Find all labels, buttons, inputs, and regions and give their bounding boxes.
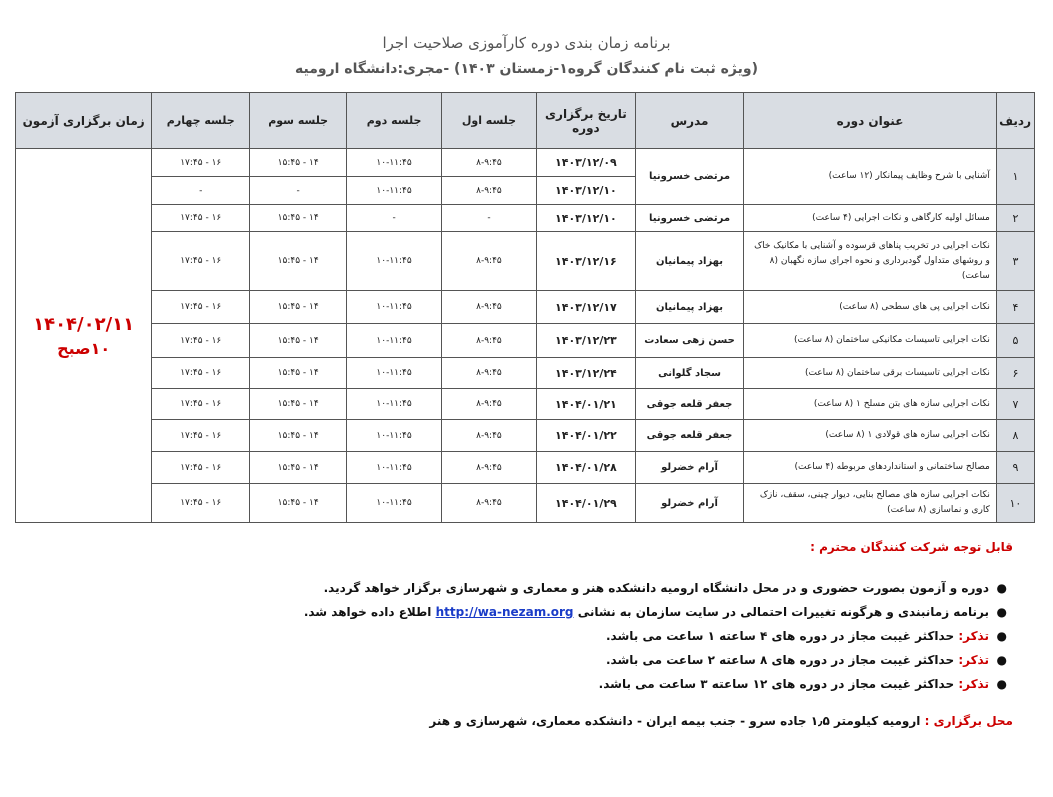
- exam-time: ۱۰صبح: [57, 338, 111, 358]
- session-3-time: -: [250, 177, 347, 205]
- table-row: [16, 324, 1035, 358]
- course-date: ۱۴۰۴/۰۱/۲۲: [536, 420, 635, 452]
- session-4-time: ۱۶ - ۱۷:۴۵: [152, 291, 250, 324]
- header-teacher: مدرس: [635, 93, 743, 149]
- course-title: مسائل اولیه کارگاهی و نکات اجرایی (۴ ساعت): [744, 205, 997, 232]
- table-row: [16, 232, 1035, 291]
- header-session-1: جلسه اول: [442, 93, 537, 149]
- session-1-time: ۸-۹:۴۵: [442, 389, 537, 420]
- session-1-time: ۸-۹:۴۵: [442, 484, 537, 523]
- list-item: [23, 624, 1007, 648]
- session-4-time: ۱۶ - ۱۷:۴۵: [152, 324, 250, 358]
- course-title: نکات اجرایی تاسیسات مکانیکی ساختمان (۸ ساعت): [744, 324, 997, 358]
- session-4-time: ۱۶ - ۱۷:۴۵: [152, 149, 250, 177]
- course-date: ۱۴۰۳/۱۲/۱۰: [536, 205, 635, 232]
- row-number: ۹: [996, 452, 1034, 484]
- course-date: ۱۴۰۳/۱۲/۱۶: [536, 232, 635, 291]
- course-date: ۱۴۰۴/۰۱/۲۸: [536, 452, 635, 484]
- course-title: نکات اجرایی سازه های مصالح بنایی، دیوار چینی، سقف، نازک کاری و نماسازی (۸ ساعت): [744, 484, 997, 523]
- session-1-time: ۸-۹:۴۵: [442, 177, 537, 205]
- venue-label: محل برگزاری :: [924, 714, 1013, 728]
- note-text: برنامه زمانبندی و هرگونه تغییرات احتمالی در سایت سازمان به نشانی: [577, 605, 989, 619]
- session-2-time: ۱۰-۱۱:۴۵: [347, 232, 442, 291]
- course-title: نکات اجرایی تاسیسات برقی ساختمان (۸ ساعت): [744, 358, 997, 389]
- session-4-time: ۱۶ - ۱۷:۴۵: [152, 420, 250, 452]
- page-title: برنامه زمان بندی دوره کارآموزی صلاحیت اجرا: [382, 34, 671, 52]
- row-number: ۴: [996, 291, 1034, 324]
- session-1-time: -: [442, 205, 537, 232]
- note-text: حداکثر غیبت مجاز در دوره های ۱۲ ساعته ۳ ساعت می باشد.: [598, 677, 955, 691]
- header-session-3: جلسه سوم: [250, 93, 347, 149]
- course-title: نکات اجرایی سازه های بتن مسلح ۱ (۸ ساعت): [744, 389, 997, 420]
- page-subtitle: (ویژه ثبت نام کنندگان گروه۱-زمستان ۱۴۰۳) -مجری:دانشگاه ارومیه: [295, 61, 758, 77]
- header-exam-time: زمان برگزاری آزمون: [16, 93, 152, 149]
- table-row: [16, 149, 1035, 177]
- course-date: ۱۴۰۳/۱۲/۱۰: [536, 177, 635, 205]
- course-title: نکات اجرایی پی های سطحی (۸ ساعت): [744, 291, 997, 324]
- venue-line: [23, 714, 1013, 728]
- teacher-name: آرام خضرلو: [635, 452, 743, 484]
- session-3-time: ۱۴ - ۱۵:۴۵: [250, 389, 347, 420]
- table-row: [16, 452, 1035, 484]
- bullet-icon: ●: [996, 677, 1007, 691]
- session-4-time: ۱۶ - ۱۷:۴۵: [152, 452, 250, 484]
- table-row: [16, 205, 1035, 232]
- bullet-icon: ●: [996, 629, 1007, 643]
- course-title: آشنایی با شرح وظایف پیمانکار (۱۲ ساعت): [744, 149, 997, 205]
- row-number: ۸: [996, 420, 1034, 452]
- website-link[interactable]: http://wa-nezam.org: [435, 605, 574, 619]
- teacher-name: جعفر قلعه جوقی: [635, 389, 743, 420]
- session-1-time: ۸-۹:۴۵: [442, 358, 537, 389]
- header-session-2: جلسه دوم: [347, 93, 442, 149]
- session-1-time: ۸-۹:۴۵: [442, 232, 537, 291]
- teacher-name: بهزاد پیمانیان: [635, 291, 743, 324]
- session-2-time: ۱۰-۱۱:۴۵: [347, 149, 442, 177]
- session-2-time: ۱۰-۱۱:۴۵: [347, 484, 442, 523]
- session-4-time: ۱۶ - ۱۷:۴۵: [152, 358, 250, 389]
- list-item: [23, 648, 1007, 672]
- header-date: تاریخ برگزاری دوره: [536, 93, 635, 149]
- session-2-time: ۱۰-۱۱:۴۵: [347, 389, 442, 420]
- reminder-label: تذکر:: [958, 653, 989, 667]
- notes-section: [23, 540, 1013, 728]
- bullet-icon: ●: [996, 605, 1007, 619]
- teacher-name: سجاد گلوانی: [635, 358, 743, 389]
- table-row: [16, 484, 1035, 523]
- session-4-time: -: [152, 177, 250, 205]
- row-number: ۶: [996, 358, 1034, 389]
- reminder-label: تذکر:: [958, 677, 989, 691]
- notes-list: [23, 576, 1013, 696]
- session-2-time: ۱۰-۱۱:۴۵: [347, 291, 442, 324]
- session-4-time: ۱۶ - ۱۷:۴۵: [152, 232, 250, 291]
- table-row: [16, 291, 1035, 324]
- course-title: نکات اجرایی در تخریب پناهای قرسوده و آشنایی با مکانیک خاک و روشهای متداول گودبرداری و نحوه اجرای سازه نگهبان (۸ ساعت): [744, 232, 997, 291]
- session-1-time: ۸-۹:۴۵: [442, 291, 537, 324]
- session-3-time: ۱۴ - ۱۵:۴۵: [250, 452, 347, 484]
- session-2-time: ۱۰-۱۱:۴۵: [347, 324, 442, 358]
- teacher-name: مرتضی خسرونیا: [635, 205, 743, 232]
- list-item: [23, 672, 1007, 696]
- session-2-time: ۱۰-۱۱:۴۵: [347, 452, 442, 484]
- session-3-time: ۱۴ - ۱۵:۴۵: [250, 205, 347, 232]
- course-date: ۱۴۰۴/۰۱/۲۱: [536, 389, 635, 420]
- session-3-time: ۱۴ - ۱۵:۴۵: [250, 232, 347, 291]
- table-row: [16, 389, 1035, 420]
- session-1-time: ۸-۹:۴۵: [442, 324, 537, 358]
- session-1-time: ۸-۹:۴۵: [442, 149, 537, 177]
- table-row: [16, 420, 1035, 452]
- header-course: عنوان دوره: [744, 93, 997, 149]
- schedule-table: [15, 92, 1035, 523]
- session-2-time: ۱۰-۱۱:۴۵: [347, 177, 442, 205]
- session-3-time: ۱۴ - ۱۵:۴۵: [250, 484, 347, 523]
- row-number: ۳: [996, 232, 1034, 291]
- session-3-time: ۱۴ - ۱۵:۴۵: [250, 324, 347, 358]
- table-header-row: [16, 93, 1035, 149]
- bullet-icon: ●: [996, 653, 1007, 667]
- teacher-name: مرتضی خسرونیا: [635, 149, 743, 205]
- header-session-4: جلسه چهارم: [152, 93, 250, 149]
- page-header: [0, 30, 1053, 82]
- note-text: اطلاع داده خواهد شد.: [303, 605, 432, 619]
- reminder-label: تذکر:: [958, 629, 989, 643]
- course-date: ۱۴۰۳/۱۲/۱۷: [536, 291, 635, 324]
- session-3-time: ۱۴ - ۱۵:۴۵: [250, 149, 347, 177]
- row-number: ۱۰: [996, 484, 1034, 523]
- session-2-time: ۱۰-۱۱:۴۵: [347, 358, 442, 389]
- venue-text: ارومیه کیلومتر ۱٫۵ جاده سرو - جنب بیمه ایران - دانشکده معماری، شهرسازی و هنر: [429, 714, 921, 728]
- notes-title: قابل توجه شرکت کنندگان محترم :: [810, 540, 1013, 554]
- teacher-name: آرام خضرلو: [635, 484, 743, 523]
- session-4-time: ۱۶ - ۱۷:۴۵: [152, 389, 250, 420]
- session-2-time: ۱۰-۱۱:۴۵: [347, 420, 442, 452]
- session-1-time: ۸-۹:۴۵: [442, 452, 537, 484]
- session-3-time: ۱۴ - ۱۵:۴۵: [250, 420, 347, 452]
- teacher-name: بهزاد پیمانیان: [635, 232, 743, 291]
- row-number: ۵: [996, 324, 1034, 358]
- session-1-time: ۸-۹:۴۵: [442, 420, 537, 452]
- course-date: ۱۴۰۳/۱۲/۲۳: [536, 324, 635, 358]
- course-date: ۱۴۰۳/۱۲/۰۹: [536, 149, 635, 177]
- row-number: ۲: [996, 205, 1034, 232]
- exam-cell: [16, 149, 152, 523]
- session-3-time: ۱۴ - ۱۵:۴۵: [250, 358, 347, 389]
- note-text: دوره و آزمون بصورت حضوری و در محل دانشگاه ارومیه دانشکده هنر و معماری و شهرسازی برگزار خواهد گردید.: [323, 581, 989, 595]
- session-4-time: ۱۶ - ۱۷:۴۵: [152, 484, 250, 523]
- course-date: ۱۴۰۴/۰۱/۲۹: [536, 484, 635, 523]
- session-4-time: ۱۶ - ۱۷:۴۵: [152, 205, 250, 232]
- list-item: [23, 600, 1007, 624]
- session-3-time: ۱۴ - ۱۵:۴۵: [250, 291, 347, 324]
- teacher-name: جعفر قلعه جوقی: [635, 420, 743, 452]
- teacher-name: حسن زهی سعادت: [635, 324, 743, 358]
- bullet-icon: ●: [996, 581, 1007, 595]
- course-title: مصالح ساختمانی و استانداردهای مربوطه (۴ ساعت): [744, 452, 997, 484]
- session-2-time: -: [347, 205, 442, 232]
- exam-date: ۱۴۰۴/۰۲/۱۱: [33, 313, 135, 335]
- course-title: نکات اجرایی سازه های قولادی ۱ (۸ ساعت): [744, 420, 997, 452]
- row-number: ۱: [996, 149, 1034, 205]
- row-number: ۷: [996, 389, 1034, 420]
- header-row-number: ردیف: [996, 93, 1034, 149]
- list-item: [23, 576, 1007, 600]
- note-text: حداکثر غیبت مجاز در دوره های ۴ ساعته ۱ ساعت می باشد.: [606, 629, 955, 643]
- table-row: [16, 358, 1035, 389]
- note-text: حداکثر غیبت مجاز در دوره های ۸ ساعته ۲ ساعت می باشد.: [606, 653, 955, 667]
- course-date: ۱۴۰۳/۱۲/۲۴: [536, 358, 635, 389]
